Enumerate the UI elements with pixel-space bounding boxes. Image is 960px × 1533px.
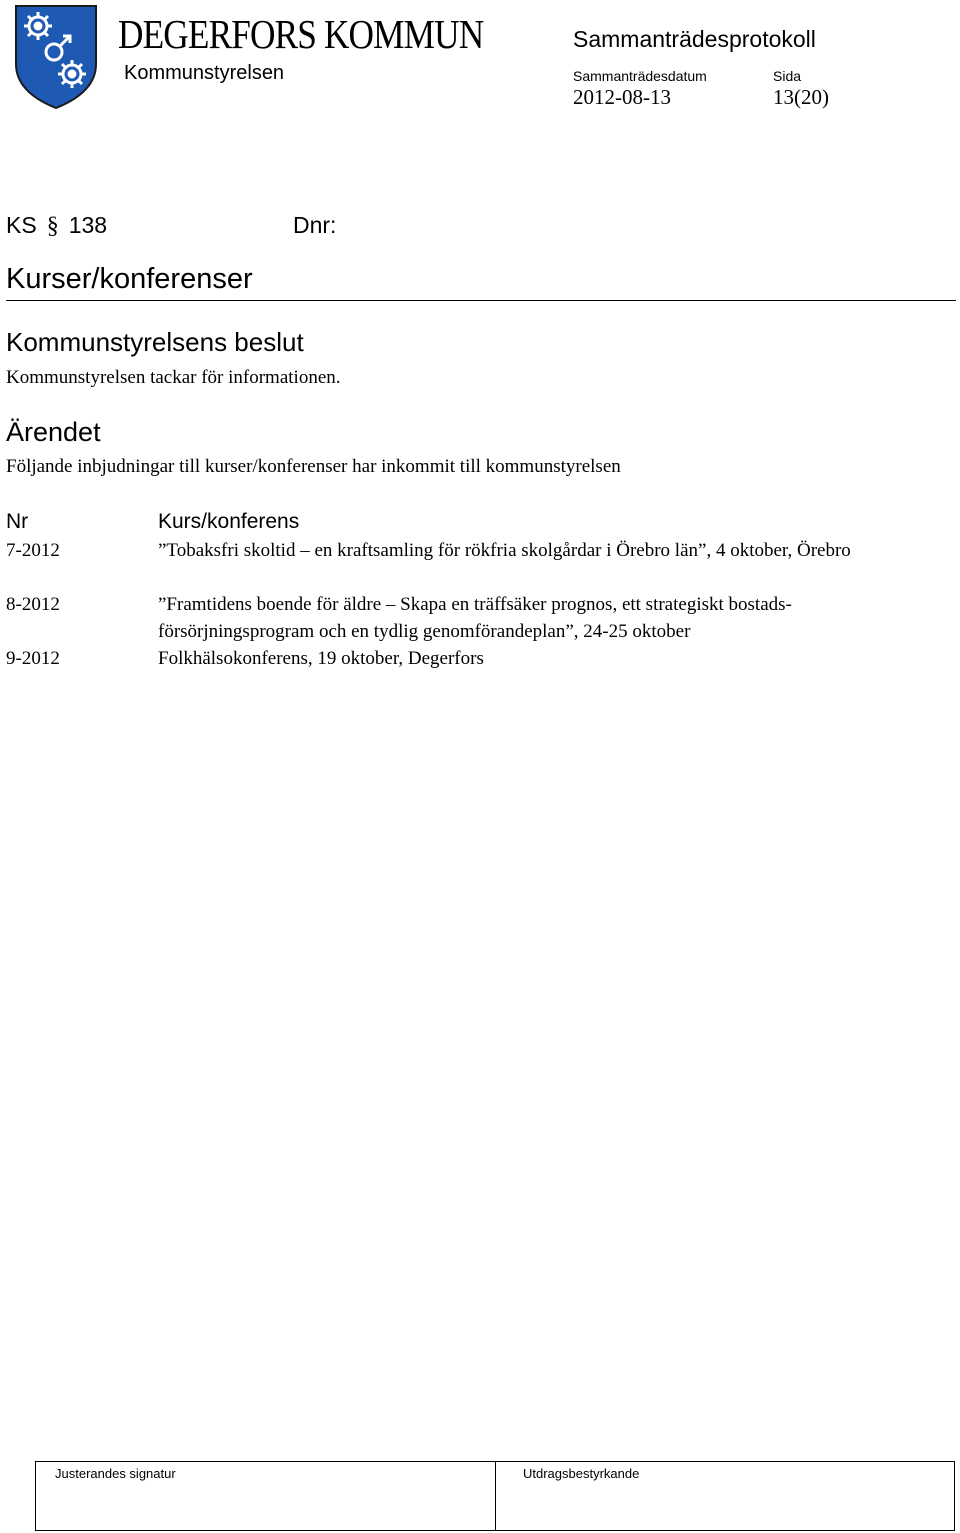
table-row-nr: 8-2012 [6, 594, 60, 615]
case-id: 138 [68, 212, 108, 238]
signature-label: Justerandes signatur [55, 1466, 176, 1481]
meeting-date-label: Sammanträdesdatum [573, 68, 707, 84]
dnr-label: Dnr: [293, 212, 337, 238]
extract-label: Utdragsbestyrkande [523, 1466, 640, 1481]
case-prefix: KS [6, 212, 37, 238]
section-symbol: § [46, 213, 59, 239]
table-row-text: ”Framtidens boende för äldre – Skapa en träffsäker prognos, ett strategiskt bostads-försörjningsprogram och en tydlig genomförandeplan”, 24-25 oktober [158, 594, 792, 642]
column-header-course: Kurs/konferens [158, 510, 300, 533]
decision-heading: Kommunstyrelsens beslut [6, 327, 304, 357]
case-number [6, 212, 107, 240]
matter-heading: Ärendet [6, 417, 101, 447]
page-label: Sida [773, 68, 802, 84]
body-name: Kommunstyrelsen [124, 62, 285, 84]
title-divider [6, 300, 956, 301]
page-title: Kurser/konferenser [6, 263, 253, 295]
footer-divider [495, 1461, 496, 1531]
municipality-name: DEGERFORS KOMMUN [118, 11, 484, 57]
coat-of-arms-icon [14, 4, 98, 110]
table-row-text: Folkhälsokonferens, 19 oktober, Degerfors [158, 648, 484, 669]
column-header-nr: Nr [6, 510, 29, 533]
table-row-nr: 9-2012 [6, 648, 60, 669]
table-row-text: ”Tobaksfri skoltid – en kraftsamling för rökfria skolgårdar i Örebro län”, 4 oktober, Örebro [158, 540, 851, 561]
decision-text: Kommunstyrelsen tackar för informationen. [6, 367, 341, 388]
document-type: Sammanträdesprotokoll [573, 26, 816, 52]
matter-text: Följande inbjudningar till kurser/konferenser har inkommit till kommunstyrelsen [6, 456, 621, 477]
page-value: 13(20) [773, 85, 829, 109]
table-row-nr: 7-2012 [6, 540, 60, 561]
meeting-date-value: 2012-08-13 [573, 85, 671, 109]
